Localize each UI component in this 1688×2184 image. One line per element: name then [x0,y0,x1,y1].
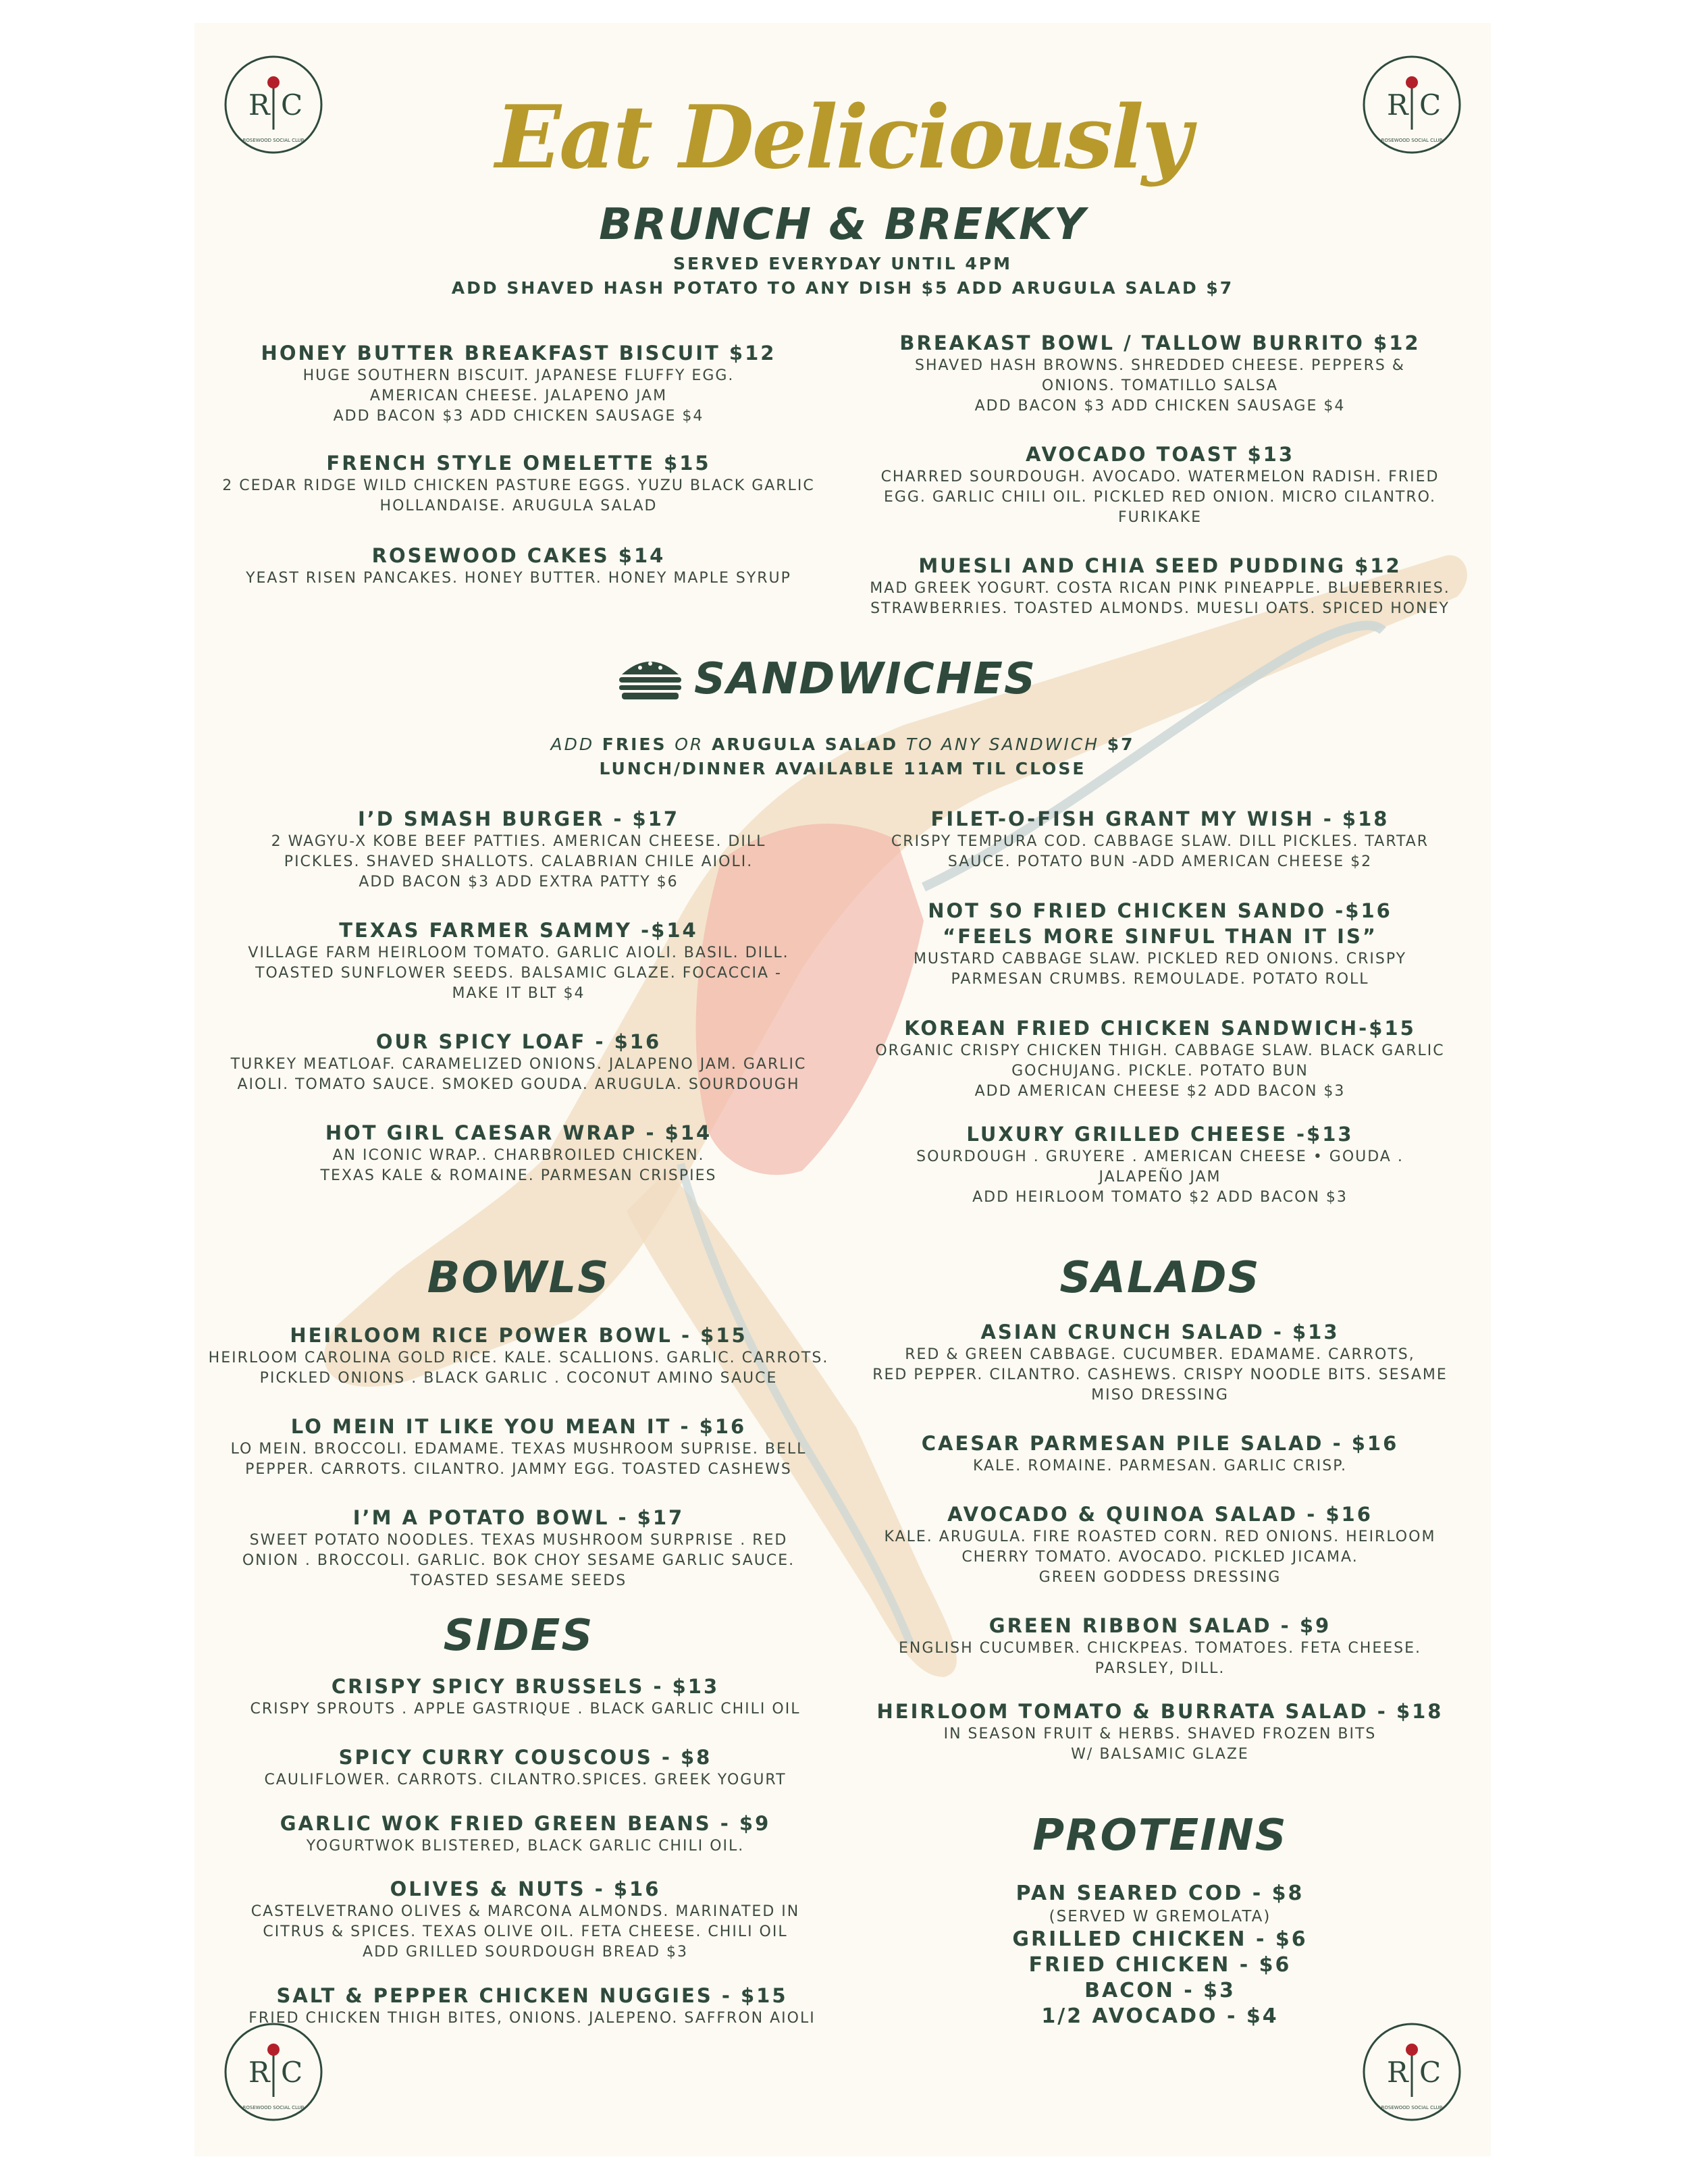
sub-text: ADD [550,735,595,754]
menu-item [208,1120,829,1186]
item-name: FRENCH STYLE OMELETTE $15 [326,452,711,475]
item-name: CAESAR PARMESAN PILE SALAD - $16 [921,1432,1399,1455]
item-name: SPICY CURRY COUSCOUS - $8 [338,1746,712,1769]
menu-item [208,543,829,589]
sandwich-icon [616,654,684,701]
item-name: GARLIC WOK FRIED GREEN BEANS - $9 [280,1812,771,1835]
menu-item [843,1015,1477,1102]
sides-heading: SIDES [443,1611,594,1661]
menu-item [843,553,1477,619]
svg-text:ROSEWOOD SOCIAL CLUB: ROSEWOOD SOCIAL CLUB [242,138,305,143]
club-logo-bottom-left [223,2021,324,2123]
svg-text:R: R [1387,2056,1408,2089]
item-name: HONEY BUTTER BREAKFAST BISCUIT $12 [261,342,776,365]
item-name: HOT GIRL CAESAR WRAP - $14 [325,1121,712,1144]
menu-item [843,1319,1477,1406]
sub-text: OR [675,735,704,754]
item-name: TEXAS FARMER SAMMY -$14 [339,919,698,942]
item-description: AN ICONIC WRAP.. CHARBROILED CHICKEN. TEXAS KALE & ROMAINE. PARMESAN CRISPIES [320,1147,717,1184]
svg-text:R: R [1387,88,1408,122]
menu-item [843,806,1477,872]
svg-text:ROSEWOOD SOCIAL CLUB: ROSEWOOD SOCIAL CLUB [242,2105,305,2110]
menu-item [208,806,829,893]
menu-item [843,1881,1477,2029]
sub-text: ARUGULA SALAD [712,735,899,754]
item-name: ASIAN CRUNCH SALAD - $13 [980,1321,1340,1343]
menu-item [208,450,829,516]
menu-item [208,917,829,1004]
item-description: ENGLISH CUCUMBER. CHICKPEAS. TOMATOES. FETA CHEESE. PARSLEY, DILL. [899,1640,1421,1677]
menu-card [194,23,1491,2156]
item-description: CAULIFLOWER. CARROTS. CILANTRO.SPICES. GREEK YOGURT [264,1772,787,1788]
item-name: PAN SEARED COD - $8 [1016,1882,1304,1905]
item-name: OUR SPICY LOAF - $16 [375,1030,662,1053]
bowls-heading: BOWLS [427,1253,610,1303]
item-description: CASTELVETRANO OLIVES & MARCONA ALMONDS. MARINATED IN CITRUS & SPICES. TEXAS OLIVE OIL. FETA CHEESE. CHILI OIL ADD GRILLED SOURDOUGH BREAD $3 [250,1903,800,1961]
salads-heading: SALADS [1059,1253,1261,1303]
menu-item [843,1613,1477,1679]
item-description: FRIED CHICKEN THIGH BITES, ONIONS. JALEPENO. SAFFRON AIOLI [248,2010,816,2027]
svg-text:R: R [248,2056,270,2089]
item-name: BREAKAST BOWL / TALLOW BURRITO $12 [899,331,1421,354]
menu-item [208,1323,829,1389]
svg-text:ROSEWOOD SOCIAL CLUB: ROSEWOOD SOCIAL CLUB [1381,138,1443,143]
item-name: BACON - $3 [1084,1979,1236,2002]
svg-text:R: R [248,88,270,122]
item-description: (SERVED W GREMOLATA) [1049,1908,1271,1925]
menu-item [843,442,1477,528]
item-description: YOGURTWOK BLISTERED, BLACK GARLIC CHILI OIL. [306,1838,745,1855]
item-name-tagline: “FEELS MORE SINFUL THAN IT IS” [943,925,1377,948]
item-name: KOREAN FRIED CHICKEN SANDWICH-$15 [904,1017,1416,1040]
item-description: HUGE SOUTHERN BISCUIT. JAPANESE FLUFFY EGG. AMERICAN CHEESE. JALAPENO JAM ADD BACON $3 ADD CHICKEN SAUSAGE $4 [302,367,735,425]
item-name: OLIVES & NUTS - $16 [390,1877,661,1900]
item-description: LO MEIN. BROCCOLI. EDAMAME. TEXAS MUSHROOM SUPRISE. BELL PEPPER. CARROTS. CILANTRO. JAMMY EGG. TOASTED CASHEWS [230,1441,807,1478]
item-name: CRISPY SPICY BRUSSELS - $13 [331,1675,720,1698]
item-description: KALE. ARUGULA. FIRE ROASTED CORN. RED ONIONS. HEIRLOOM CHERRY TOMATO. AVOCADO. PICKLED JICAMA. GREEN GODDESS DRESSING [884,1528,1436,1586]
item-name: 1/2 AVOCADO - $4 [1041,2004,1279,2028]
item-name: GRILLED CHICKEN - $6 [1012,1927,1308,1951]
menu-item [208,1505,829,1591]
menu-item [208,340,829,427]
item-name: FRIED CHICKEN - $6 [1028,1953,1292,1977]
item-description: RED & GREEN CABBAGE. CUCUMBER. EDAMAME. CARROTS, RED PEPPER. CILANTRO. CASHEWS. CRISPY NOODLE BITS. SESAME MISO DRESSING [872,1346,1448,1404]
item-description: HEIRLOOM CAROLINA GOLD RICE. KALE. SCALLIONS. GARLIC. CARROTS. PICKLED ONIONS . BLACK GARLIC . COCONUT AMINO SAUCE [208,1350,829,1387]
brunch-subtitle-hours: SERVED EVERYDAY UNTIL 4PM [672,254,1013,273]
item-name: SALT & PEPPER CHICKEN NUGGIES - $15 [276,1984,788,2007]
menu-title: Eat Deliciously [495,87,1190,188]
item-description: YEAST RISEN PANCAKES. HONEY BUTTER. HONEY MAPLE SYRUP [246,570,791,587]
club-logo-bottom-right [1361,2021,1462,2123]
menu-item [843,1699,1477,1765]
item-description: CRISPY SPROUTS . APPLE GASTRIQUE . BLACK GARLIC CHILI OIL [250,1701,801,1717]
sandwiches-subtitle-hours: LUNCH/DINNER AVAILABLE 11AM TIL CLOSE [599,759,1086,778]
item-description: CHARRED SOURDOUGH. AVOCADO. WATERMELON RADISH. FRIED EGG. GARLIC CHILI OIL. PICKLED RED ONION. MICRO CILANTRO. FURIKAKE [880,469,1440,526]
menu-item [208,1876,843,1963]
proteins-heading: PROTEINS [1032,1811,1288,1861]
menu-item [208,1414,829,1480]
svg-text:C: C [281,2056,303,2089]
item-description: SWEET POTATO NOODLES. TEXAS MUSHROOM SURPRISE . RED ONION . BROCCOLI. GARLIC. BOK CHOY SESAME GARLIC SAUCE. TOASTED SESAME SEEDS [242,1532,795,1589]
svg-text:C: C [1419,88,1442,122]
item-description: IN SEASON FRUIT & HERBS. SHAVED FROZEN BITS W/ BALSAMIC GLAZE [943,1726,1377,1763]
menu-item [208,1674,843,1720]
item-name: MUESLI AND CHIA SEED PUDDING $12 [918,554,1402,577]
item-name: FILET-O-FISH GRANT MY WISH - $18 [930,807,1390,830]
menu-item [208,1983,856,2029]
sandwiches-heading: SANDWICHES [694,654,1037,704]
menu-item [208,1029,829,1095]
item-name: ROSEWOOD CAKES $14 [371,544,666,567]
item-name: HEIRLOOM RICE POWER BOWL - $15 [290,1324,747,1347]
item-description: KALE. ROMAINE. PARMESAN. GARLIC CRISP. [972,1458,1348,1474]
menu-item [208,1744,843,1790]
menu-item [843,1501,1477,1588]
sub-text: FRIES [602,735,667,754]
item-name: HEIRLOOM TOMATO & BURRATA SALAD - $18 [876,1700,1444,1723]
item-description: SOURDOUGH . GRUYERE . AMERICAN CHEESE • GOUDA . JALAPEÑO JAM ADD HEIRLOOM TOMATO $2 ADD BACON $3 [916,1148,1404,1206]
item-name: NOT SO FRIED CHICKEN SANDO -$16 [928,899,1392,922]
svg-text:C: C [281,88,303,122]
item-name: LO MEIN IT LIKE YOU MEAN IT - $16 [290,1415,747,1438]
menu-item [208,1811,843,1857]
svg-text:ROSEWOOD SOCIAL CLUB: ROSEWOOD SOCIAL CLUB [1381,2105,1443,2110]
item-description: SHAVED HASH BROWNS. SHREDDED CHEESE. PEPPERS & ONIONS. TOMATILLO SALSA ADD BACON $3 ADD CHICKEN SAUSAGE $4 [915,357,1405,415]
item-name: AVOCADO TOAST $13 [1025,443,1294,466]
item-description: ORGANIC CRISPY CHICKEN THIGH. CABBAGE SLAW. BLACK GARLIC GOCHUJANG. PICKLE. POTATO BUN ADD AMERICAN CHEESE $2 ADD BACON $3 [875,1042,1445,1100]
item-name: I’D SMASH BURGER - $17 [357,807,680,830]
item-name: LUXURY GRILLED CHEESE -$13 [966,1123,1354,1146]
item-description: VILLAGE FARM HEIRLOOM TOMATO. GARLIC AIOLI. BASIL. DILL. TOASTED SUNFLOWER SEEDS. BALSAMIC GLAZE. FOCACCIA - MAKE IT BLT $4 [248,944,789,1002]
menu-item [843,330,1477,417]
menu-item [843,898,1477,990]
svg-text:C: C [1419,2056,1442,2089]
sub-text: TO ANY SANDWICH [905,735,1100,754]
brunch-subtitle-addons: ADD SHAVED HASH POTATO TO ANY DISH $5 ADD ARUGULA SALAD $7 [451,278,1234,298]
item-description: MAD GREEK YOGURT. COSTA RICAN PINK PINEAPPLE. BLUEBERRIES. STRAWBERRIES. TOASTED ALMONDS. MUESLI OATS. SPICED HONEY [870,580,1450,617]
brunch-heading: BRUNCH & BREKKY [599,200,1086,250]
menu-item [843,1431,1477,1476]
menu-item [843,1121,1477,1208]
item-description: CRISPY TEMPURA COD. CABBAGE SLAW. DILL PICKLES. TARTAR SAUCE. POTATO BUN -ADD AMERICAN CHEESE $2 [891,833,1429,870]
item-description: 2 CEDAR RIDGE WILD CHICKEN PASTURE EGGS. YUZU BLACK GARLIC HOLLANDAISE. ARUGULA SALAD [222,477,815,514]
item-description: 2 WAGYU-X KOBE BEEF PATTIES. AMERICAN CHEESE. DILL PICKLES. SHAVED SHALLOTS. CALABRIAN CHILE AIOLI. ADD BACON $3 ADD EXTRA PATTY $6 [271,833,766,890]
item-name: AVOCADO & QUINOA SALAD - $16 [947,1503,1373,1526]
item-name: I’M A POTATO BOWL - $17 [352,1506,685,1529]
item-name: GREEN RIBBON SALAD - $9 [988,1614,1331,1637]
item-description: MUSTARD CABBAGE SLAW. PICKLED RED ONIONS. CRISPY PARMESAN CRUMBS. REMOULADE. POTATO ROLL [913,951,1407,988]
item-description: TURKEY MEATLOAF. CARAMELIZED ONIONS. JALAPENO JAM. GARLIC AIOLI. TOMATO SAUCE. SMOKED GOUDA. ARUGULA. SOURDOUGH [230,1056,807,1093]
sandwiches-subtitle-addons [194,735,1491,754]
sub-text: $7 [1107,735,1135,754]
